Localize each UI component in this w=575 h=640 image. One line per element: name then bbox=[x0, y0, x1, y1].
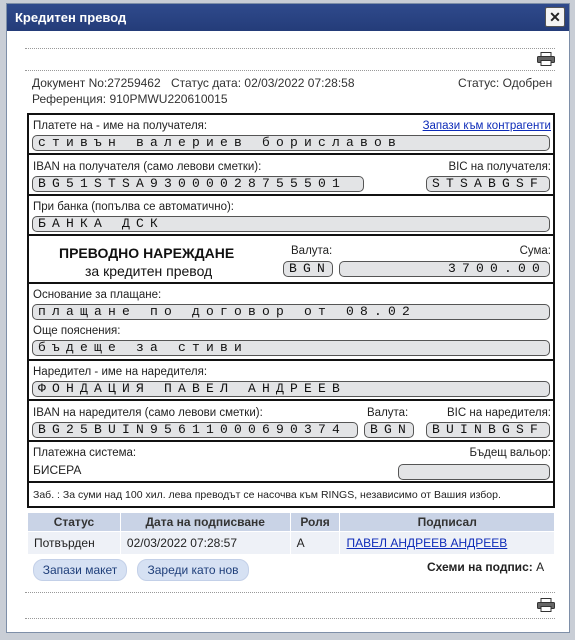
col-role: Роля bbox=[290, 513, 340, 532]
bank-label: При банка (попълва се автоматично): bbox=[33, 201, 235, 213]
rings-note: Заб. : За суми над 100 хил. лева преводът се насочва към RINGS, независимо от Вашия избор. bbox=[33, 489, 501, 501]
document-number: Документ No:27259462 bbox=[32, 76, 161, 90]
payer-label: Наредител - име на наредителя: bbox=[33, 366, 208, 378]
payee-bic-label: BIC на получателя: bbox=[448, 161, 551, 173]
section-reason bbox=[29, 284, 553, 361]
load-as-new-button[interactable]: Зареди като нов bbox=[137, 559, 249, 581]
payment-system-value: БИСЕРА bbox=[33, 463, 82, 477]
col-date: Дата на подписване bbox=[120, 513, 290, 532]
signer-link[interactable]: ПАВЕЛ АНДРЕЕВ АНДРЕЕВ bbox=[346, 536, 508, 550]
section-bank bbox=[29, 196, 553, 236]
divider-bottom bbox=[25, 592, 555, 593]
divider-header bbox=[25, 70, 555, 71]
section-payment-system bbox=[29, 442, 553, 483]
cell-signer bbox=[340, 532, 555, 555]
section-note bbox=[29, 483, 553, 508]
reason-label: Основание за плащане: bbox=[33, 289, 162, 301]
payer-bic-field[interactable]: BUINBGSF bbox=[426, 422, 550, 438]
currency-label: Валута: bbox=[291, 245, 333, 257]
signature-schemes: Схеми на подпис: А bbox=[427, 560, 545, 574]
table-row bbox=[28, 532, 555, 555]
signatures-table bbox=[27, 512, 555, 555]
reference: Референция: 910PMWU220610015 bbox=[32, 92, 228, 106]
order-subtitle: за кредитен превод bbox=[85, 263, 213, 279]
payee-iban-label: IBAN на получателя (само левови сметки): bbox=[33, 161, 262, 173]
dialog-titlebar bbox=[7, 4, 569, 31]
credit-transfer-dialog bbox=[6, 3, 570, 633]
signatures-header-row bbox=[28, 513, 555, 532]
payee-name-field[interactable]: стивън валериев бориславов bbox=[32, 135, 550, 151]
printer-icon[interactable] bbox=[537, 598, 555, 612]
payee-label: Платете на - име на получателя: bbox=[33, 120, 208, 132]
save-contractor-link[interactable]: Запази към контрагенти bbox=[422, 120, 551, 132]
payee-bic-field[interactable]: STSABGSF bbox=[426, 176, 550, 192]
col-signer: Подписал bbox=[340, 513, 555, 532]
payment-system-label: Платежна система: bbox=[33, 447, 137, 459]
printer-icon[interactable] bbox=[537, 52, 555, 66]
divider-footer bbox=[25, 618, 555, 619]
payer-iban-label: IBAN на наредителя (само левови сметки): bbox=[33, 407, 263, 419]
payee-iban-field[interactable]: BG51STSA93000028755501 bbox=[32, 176, 364, 192]
col-status: Статус bbox=[28, 513, 121, 532]
bank-field: БАНКА ДСК bbox=[32, 216, 550, 232]
more-info-label: Още пояснения: bbox=[33, 325, 121, 337]
section-payer-iban bbox=[29, 401, 553, 442]
payer-currency-label: Валута: bbox=[367, 407, 409, 419]
payer-currency-field[interactable]: BGN bbox=[364, 422, 414, 438]
status-date: Статус дата: 02/03/2022 07:28:58 bbox=[171, 76, 355, 90]
amount-field[interactable]: 3700.00 bbox=[339, 261, 550, 277]
payer-iban-field[interactable]: BG25BUIN95611000690374 bbox=[32, 422, 358, 438]
section-order bbox=[29, 236, 553, 284]
future-value-label: Бъдещ вальор: bbox=[469, 447, 551, 459]
section-payer bbox=[29, 361, 553, 401]
dialog-title: Кредитен превод bbox=[15, 10, 127, 25]
transfer-form bbox=[27, 113, 555, 508]
payer-bic-label: BIC на наредителя: bbox=[446, 407, 551, 419]
more-info-field[interactable]: бъдеще за стиви bbox=[32, 340, 550, 356]
amount-label: Сума: bbox=[519, 245, 551, 257]
future-value-field[interactable] bbox=[398, 464, 550, 480]
divider-top bbox=[25, 48, 555, 49]
close-icon[interactable]: ✕ bbox=[545, 7, 565, 27]
cell-status: Потвърден bbox=[28, 532, 121, 555]
order-title: ПРЕВОДНО НАРЕЖДАНЕ bbox=[59, 245, 235, 261]
status: Статус: Одобрен bbox=[458, 76, 553, 90]
cell-role: A bbox=[290, 532, 340, 555]
payer-name-field[interactable]: ФОНДАЦИЯ ПАВЕЛ АНДРЕЕВ bbox=[32, 381, 550, 397]
save-template-button[interactable]: Запази макет bbox=[33, 559, 127, 581]
section-payee-iban bbox=[29, 155, 553, 196]
cell-date: 02/03/2022 07:28:57 bbox=[120, 532, 290, 555]
reason-field[interactable]: плащане по договор от 08.02 bbox=[32, 304, 550, 320]
section-payee bbox=[29, 115, 553, 155]
currency-field[interactable]: BGN bbox=[283, 261, 333, 277]
